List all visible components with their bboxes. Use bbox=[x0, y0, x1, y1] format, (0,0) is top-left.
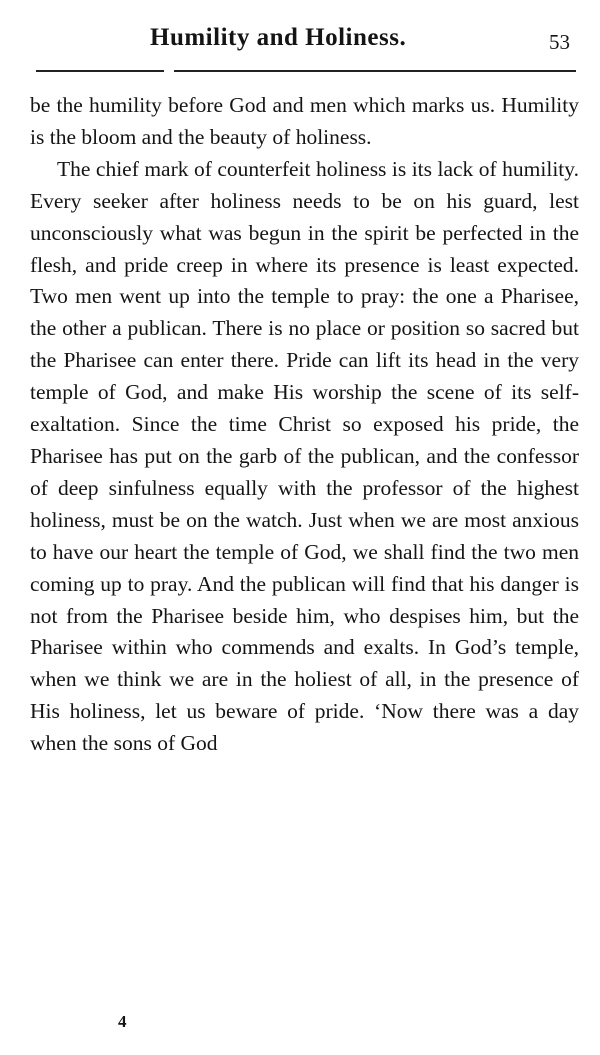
paragraph-continued: be the humility before God and men which marks us. Humility is the bloom and the beauty of holiness. bbox=[30, 93, 579, 149]
page-number: 53 bbox=[549, 30, 570, 54]
paragraph: The chief mark of counterfeit holiness is its lack of humility. Every seeker after holiness needs to be on his guard, lest unconsciously what was begun in the spirit be perfected in the flesh, and pride creep in where its presence is least expected. Two men went up into the temple to pray: the one a Pharisee, the other a publican. There is no place or position so sacred but the Pharisee can enter there. Pride can lift its head in the very temple of God, and make His worship the scene of its self-exaltation. Since the time Christ so exposed his pride, the Pharisee has put on the garb of the publican, and the confessor of deep sinfulness equally with the professor of the highest holiness, must be on the watch. Just when we are most anxious to have our heart the temple of God, we shall find the two men coming up to pray. And the publican will find that his danger is not from the Pharisee beside him, who despises him, but the Pharisee within who commends and exalts. In God’s temple, when we think we are in the holiest of all, in the presence of His holiness, let us beware of pride. ‘Now there was a day when the sons of God bbox=[30, 156, 579, 756]
header-rule-right bbox=[174, 70, 576, 72]
signature-mark: 4 bbox=[118, 1012, 127, 1031]
running-title: Humility and Holiness. bbox=[150, 24, 407, 51]
header-rule-left bbox=[36, 70, 164, 72]
running-head bbox=[0, 22, 600, 62]
body-text bbox=[30, 90, 579, 760]
